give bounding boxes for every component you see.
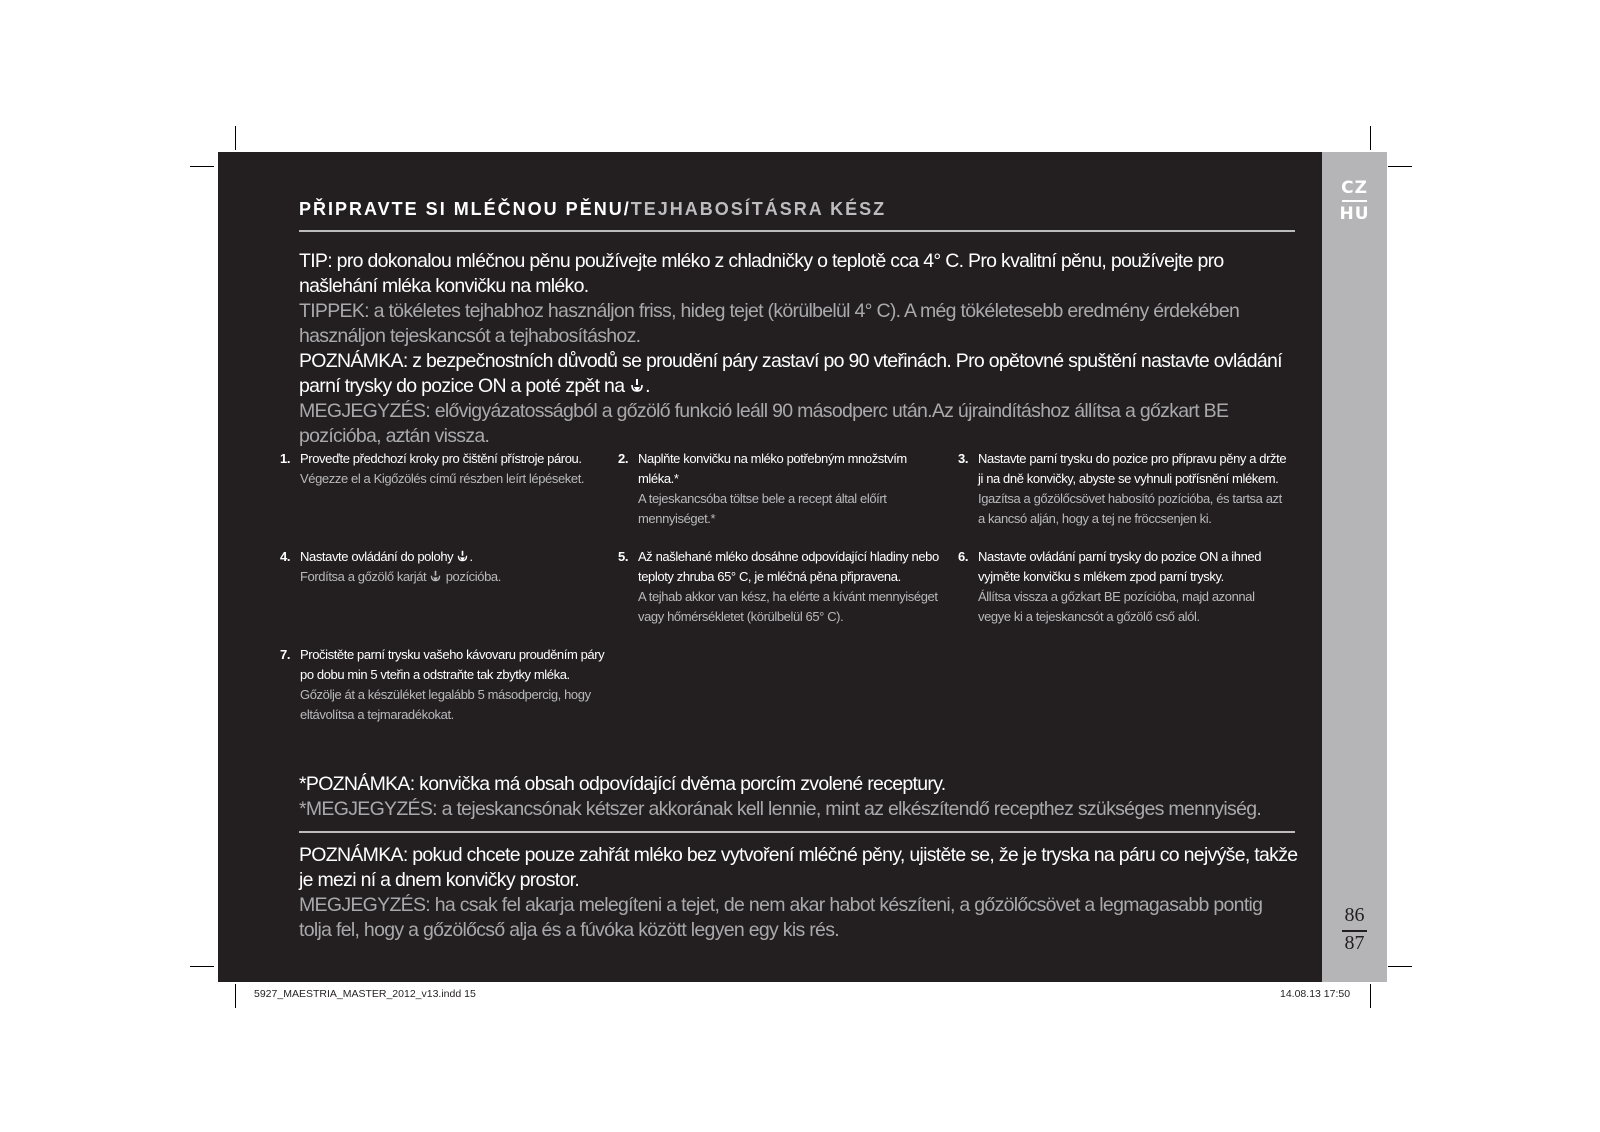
lang-label-hu: HU [1339, 204, 1370, 224]
step-number: 2. [618, 451, 629, 466]
steam-position-icon [629, 378, 645, 394]
section-title-separator: / [623, 199, 631, 219]
tip-hu: TIPPEK: a tökéletes tejhabhoz használjon friss, hideg tejet (körülbelül 4° C). A még tökéletesebb eredmény érdekében használjon tejeskancsót a tejhabosításhoz. [299, 300, 1240, 347]
footer-timestamp: 14.08.13 17:50 [1280, 988, 1351, 1000]
step-text-hu: Végezze el a Kigőzölés című részben leírt lépéseket. [300, 471, 585, 486]
footnote-hu: *MEGJEGYZÉS: a tejeskancsónak kétszer akkorának kell lennie, mint az elkészítendő recepthez szükséges mennyiség. [299, 798, 1262, 820]
crop-mark [235, 984, 236, 1008]
page-number-left: 86 [1344, 904, 1365, 926]
title-rule [299, 230, 1295, 232]
step-text-cz-a: Nastavte ovládání do polohy [300, 549, 454, 564]
step-text-hu: A tejhab akkor van kész, ha elérte a kívánt mennyiséget vagy hőmérsékletet (körülbelül 65° C). [638, 589, 938, 624]
step-text-cz: Nastavte ovládání parní trysky do pozice ON a ihned vyjměte konvičku s mlékem zpod parní trysky. [978, 549, 1262, 584]
steam-position-icon [456, 550, 469, 563]
step-text-hu: Állítsa vissza a gőzkart BE pozícióba, majd azonnal vegye ki a tejeskancsót a gőzölő cső alól. [978, 589, 1255, 624]
step-text-cz: Až našlehané mléko dosáhne odpovídající hladiny nebo teploty zhruba 65° C, je mléčná pěna připravena. [638, 549, 939, 584]
language-side-tab [1322, 152, 1387, 982]
step-number: 3. [958, 451, 969, 466]
step-text-hu: Igazítsa a gőzölőcsövet habosító pozícióba, és tartsa azt a kancsó alján, hogy a tej ne fröccsenjen ki. [978, 491, 1282, 526]
crop-mark [190, 966, 214, 967]
crop-mark [1388, 166, 1412, 167]
step-text-hu-a: Fordítsa a gőzölő karját [300, 569, 427, 584]
section-title [299, 199, 886, 220]
step-text-cz: Nastavte parní trysku do pozice pro přípravu pěny a držte ji na dně konvičky, abyste se vyhnuli potřísnění mlékem. [978, 451, 1287, 486]
step-number: 4. [280, 549, 291, 564]
footnote-block [299, 772, 1299, 822]
step-text-cz: Pročistěte parní trysku vašeho kávovaru prouděním páry po dobu min 5 vteřin a odstraňte tak zbytky mléka. [300, 647, 605, 682]
section-title-cz: PŘIPRAVTE SI MLÉČNOU PĚNU [299, 199, 624, 219]
note-cz-text: POZNÁMKA: z bezpečnostních důvodů se proudění páry zastaví po 90 vteřinách. Pro opětovné spuštění nastavte ovládání parní trysky do pozice ON a poté zpět na [299, 350, 1282, 397]
step-number: 1. [280, 451, 291, 466]
step-6 [958, 547, 1288, 627]
lang-label-cz: CZ [1341, 178, 1368, 198]
lang-divider [1342, 200, 1367, 202]
note-cz [299, 349, 1299, 399]
step-number: 7. [280, 647, 291, 662]
page-bleed-strip [218, 152, 235, 982]
step-1 [280, 449, 610, 489]
tip-cz: TIP: pro dokonalou mléčnou pěnu používejte mléko z chladničky o teplotě cca 4° C. Pro kvalitní pěnu, používejte pro našlehání mléka konvičku na mléko. [299, 250, 1224, 297]
footnote-rule [299, 831, 1295, 833]
step-7 [280, 645, 610, 725]
step-text-hu: A tejeskancsóba töltse bele a recept által előírt mennyiséget.* [638, 491, 887, 526]
footnote-cz: *POZNÁMKA: konvička má obsah odpovídající dvěma porcím zvolené receptury. [299, 773, 946, 795]
step-text-cz: Naplňte konvičku na mléko potřebným množstvím mléka.* [638, 451, 907, 486]
step-number: 5. [618, 549, 629, 564]
page-number-right: 87 [1344, 932, 1365, 954]
note-cz-end: . [645, 375, 650, 397]
step-3 [958, 449, 1288, 529]
crop-mark [190, 166, 214, 167]
intro-block [299, 249, 1299, 449]
step-text-hu [300, 567, 610, 587]
crop-mark [235, 126, 236, 150]
crop-mark [1388, 966, 1412, 967]
steam-position-icon [429, 570, 442, 583]
step-number: 6. [958, 549, 969, 564]
crop-mark [1370, 126, 1371, 150]
bottom-note-cz: POZNÁMKA: pokud chcete pouze zahřát mléko bez vytvoření mléčné pěny, ujistěte se, že je tryska na páru co nejvýše, takže je mezi ní a dnem konvičky prostor. [299, 844, 1298, 891]
step-text-hu-b: pozícióba. [445, 569, 501, 584]
step-text-hu: Gőzölje át a készüléket legalább 5 másodpercig, hogy eltávolítsa a tejmaradékokat. [300, 687, 591, 722]
bottom-note-hu: MEGJEGYZÉS: ha csak fel akarja melegíteni a tejet, de nem akar habot készíteni, a gőzölőcsövet a legmagasabb pontig tolja fel, hogy a gőzölőcső alja és a fúvóka között legyen egy kis rés. [299, 894, 1263, 941]
section-title-hu: TEJHABOSÍTÁSRA KÉSZ [630, 199, 887, 219]
bottom-note-block [299, 843, 1299, 943]
step-text-cz-b: . [469, 549, 473, 564]
step-4 [280, 547, 610, 587]
step-5 [618, 547, 948, 627]
step-2 [618, 449, 948, 529]
footer-filename: 5927_MAESTRIA_MASTER_2012_v13.indd 15 [254, 988, 476, 1000]
step-text-cz [300, 547, 610, 567]
step-text-cz: Proveďte předchozí kroky pro čištění přístroje párou. [300, 451, 582, 466]
note-hu: MEGJEGYZÉS: elővigyázatosságból a gőzölő funkció leáll 90 másodperc után.Az újraindításhoz állítsa a gőzkart BE pozícióba, aztán vissza. [299, 400, 1229, 447]
crop-mark [1370, 984, 1371, 1008]
